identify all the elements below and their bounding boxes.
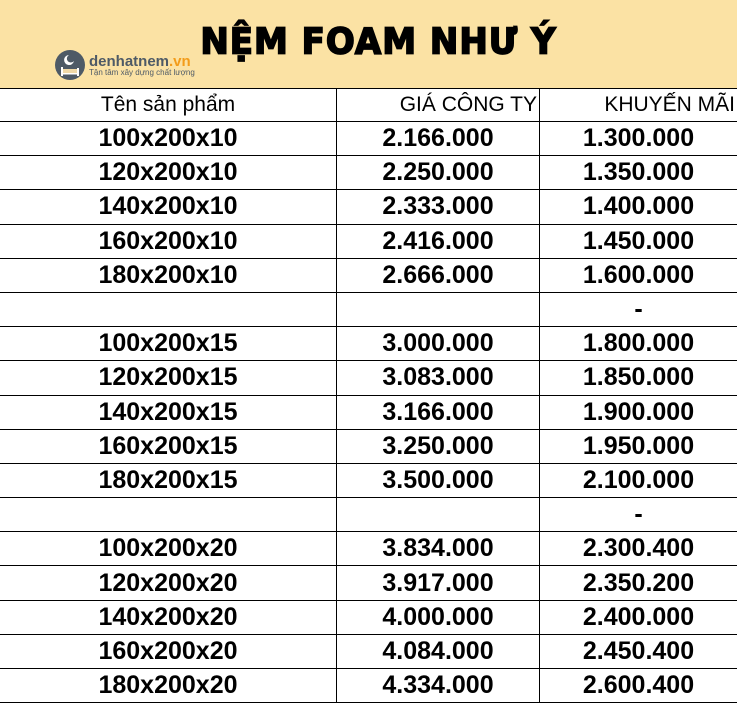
company-price-cell: 3.500.000 xyxy=(337,463,540,497)
product-size-cell: 120x200x15 xyxy=(0,361,337,395)
column-header-company-price: GIÁ CÔNG TY xyxy=(337,89,540,122)
table-row xyxy=(0,532,737,566)
column-header-promotion: KHUYẾN MÃI xyxy=(540,89,737,122)
promotion-price-cell: 2.300.400 xyxy=(540,532,737,566)
company-price-cell: 4.084.000 xyxy=(337,634,540,668)
table-row xyxy=(0,498,737,532)
column-header-product: Tên sản phẩm xyxy=(0,89,337,122)
company-price-cell: 3.083.000 xyxy=(337,361,540,395)
table-row xyxy=(0,190,737,224)
product-size-cell: 140x200x10 xyxy=(0,190,337,224)
table-row xyxy=(0,258,737,292)
product-size-cell: 140x200x15 xyxy=(0,395,337,429)
product-size-cell: 180x200x20 xyxy=(0,669,337,703)
promotion-price-cell: 2.450.400 xyxy=(540,634,737,668)
company-price-cell xyxy=(337,292,540,326)
table-row xyxy=(0,122,737,156)
logo xyxy=(55,50,195,80)
promotion-price-cell: 1.400.000 xyxy=(540,190,737,224)
bed-moon-icon xyxy=(55,50,85,80)
promotion-price-cell: 2.600.400 xyxy=(540,669,737,703)
promotion-price-cell: 1.300.000 xyxy=(540,122,737,156)
price-table xyxy=(0,88,737,703)
promotion-price-cell: 1.450.000 xyxy=(540,224,737,258)
promotion-price-cell: 2.400.000 xyxy=(540,600,737,634)
table-row xyxy=(0,156,737,190)
company-price-cell: 2.166.000 xyxy=(337,122,540,156)
table-row xyxy=(0,292,737,326)
promotion-price-cell: 1.800.000 xyxy=(540,327,737,361)
company-price-cell: 3.166.000 xyxy=(337,395,540,429)
product-size-cell xyxy=(0,292,337,326)
product-size-cell: 180x200x15 xyxy=(0,463,337,497)
table-row xyxy=(0,327,737,361)
product-size-cell: 160x200x20 xyxy=(0,634,337,668)
promotion-price-cell: 1.900.000 xyxy=(540,395,737,429)
company-price-cell: 2.250.000 xyxy=(337,156,540,190)
product-size-cell: 100x200x10 xyxy=(0,122,337,156)
table-row xyxy=(0,395,737,429)
company-price-cell: 2.416.000 xyxy=(337,224,540,258)
company-price-cell: 3.000.000 xyxy=(337,327,540,361)
promotion-price-cell: 1.850.000 xyxy=(540,361,737,395)
company-price-cell xyxy=(337,498,540,532)
company-price-cell: 3.250.000 xyxy=(337,429,540,463)
company-price-cell: 2.333.000 xyxy=(337,190,540,224)
table-row xyxy=(0,634,737,668)
promotion-price-cell: - xyxy=(540,292,737,326)
logo-name: denhatnem.vn xyxy=(89,52,191,70)
company-price-cell: 4.000.000 xyxy=(337,600,540,634)
table-row xyxy=(0,566,737,600)
company-price-cell: 4.334.000 xyxy=(337,669,540,703)
table-row xyxy=(0,361,737,395)
product-size-cell xyxy=(0,498,337,532)
page-title: NỆM FOAM NHƯ Ý xyxy=(200,21,557,63)
promotion-price-cell: 1.350.000 xyxy=(540,156,737,190)
product-size-cell: 180x200x10 xyxy=(0,258,337,292)
table-row xyxy=(0,463,737,497)
promotion-price-cell: 1.950.000 xyxy=(540,429,737,463)
promotion-price-cell: 2.100.000 xyxy=(540,463,737,497)
product-size-cell: 120x200x20 xyxy=(0,566,337,600)
company-price-cell: 2.666.000 xyxy=(337,258,540,292)
product-size-cell: 140x200x20 xyxy=(0,600,337,634)
table-row xyxy=(0,600,737,634)
table-row xyxy=(0,669,737,703)
company-price-cell: 3.917.000 xyxy=(337,566,540,600)
promotion-price-cell: 2.350.200 xyxy=(540,566,737,600)
company-price-cell: 3.834.000 xyxy=(337,532,540,566)
product-size-cell: 120x200x10 xyxy=(0,156,337,190)
product-size-cell: 160x200x15 xyxy=(0,429,337,463)
product-size-cell: 100x200x15 xyxy=(0,327,337,361)
promotion-price-cell: - xyxy=(540,498,737,532)
table-header-row xyxy=(0,89,737,122)
table-row xyxy=(0,429,737,463)
promotion-price-cell: 1.600.000 xyxy=(540,258,737,292)
title-banner xyxy=(0,0,737,89)
product-size-cell: 160x200x10 xyxy=(0,224,337,258)
product-size-cell: 100x200x20 xyxy=(0,532,337,566)
table-row xyxy=(0,224,737,258)
logo-slogan: Tận tâm xây dựng chất lượng xyxy=(89,67,195,77)
